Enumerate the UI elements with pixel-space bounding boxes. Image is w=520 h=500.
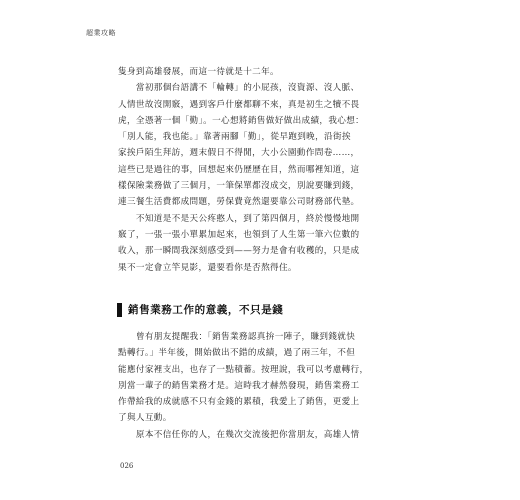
text-line: 樣保險業務做了三個月，一筆保單都沒成交，別說要賺到錢， (118, 181, 360, 192)
text-line: 家挨戶陌生拜訪，週末假日不得閒，大小公園動作問卷……， (118, 148, 360, 159)
text-line: 隻身到高雄發展，而這一待就是十二年。 (118, 67, 279, 77)
text-line: 能應付家裡支出，也存了一點積蓄。按理說，我可以考慮轉行， (118, 364, 369, 375)
heading-marker-bar (117, 303, 122, 317)
text-line: 原本不信任你的人，在幾次交流後把你當朋友，高雄人情 (118, 429, 360, 440)
text-line: 連三餐生活費都成問題，勞保費竟然還要靠公司財務部代墊。 (118, 197, 360, 208)
section-heading-text: 銷售業務工作的意義，不只是錢 (128, 304, 284, 316)
text-line: 果不一定會立竿見影，還要看你是否熬得住。 (118, 262, 297, 273)
text-line: 「別人能，我也能。」靠著兩腳「勤」，從早跑到晚，沿街挨 (118, 132, 351, 143)
text-line: 竅了，一張一張小單累加起來，也領到了人生第一筆六位數的 (118, 229, 360, 240)
text-line: 人情世故沒開竅，遇到客戶什麼都聊不來，真是初生之犢不畏 (118, 99, 360, 110)
text-line: 收入，那一瞬間我深刻感受到——努力是會有收穫的，只是成 (118, 246, 360, 257)
page-number: 026 (120, 462, 134, 470)
text-line: 這些已是過往的事，回想起來仍歷歷在目，然而哪裡知道，這 (118, 164, 360, 175)
text-line: 當初那個台語講不「輪轉」的小屁孩，沒資源、沒人脈、 (118, 83, 360, 94)
text-line: 別當一輩子的銷售業務才是。這時我才赫然發現，銷售業務工 (118, 380, 360, 391)
text-line: 了與人互動。 (118, 413, 172, 424)
text-line: 作帶給我的成就感不只有金錢的累積，我愛上了銷售，更愛上 (118, 397, 360, 408)
text-line: 點轉行。」半年後，開始做出不錯的成績，過了兩三年，不但 (118, 348, 356, 359)
section-heading (117, 302, 283, 317)
body-text-block-1 (118, 64, 436, 276)
text-line: 不知道是不是天公疼憨人，到了第四個月，終於慢慢地開 (118, 213, 360, 224)
text-line: 曾有朋友提醒我：「銷售業務認真拚一陣子，賺到錢就快 (118, 332, 356, 342)
text-line: 虎，全憑著一個「勤」。一心想將銷售做好做出成績，我心想： (118, 115, 365, 126)
body-text-block-2 (118, 329, 436, 443)
running-head: 超業攻略 (86, 29, 116, 37)
